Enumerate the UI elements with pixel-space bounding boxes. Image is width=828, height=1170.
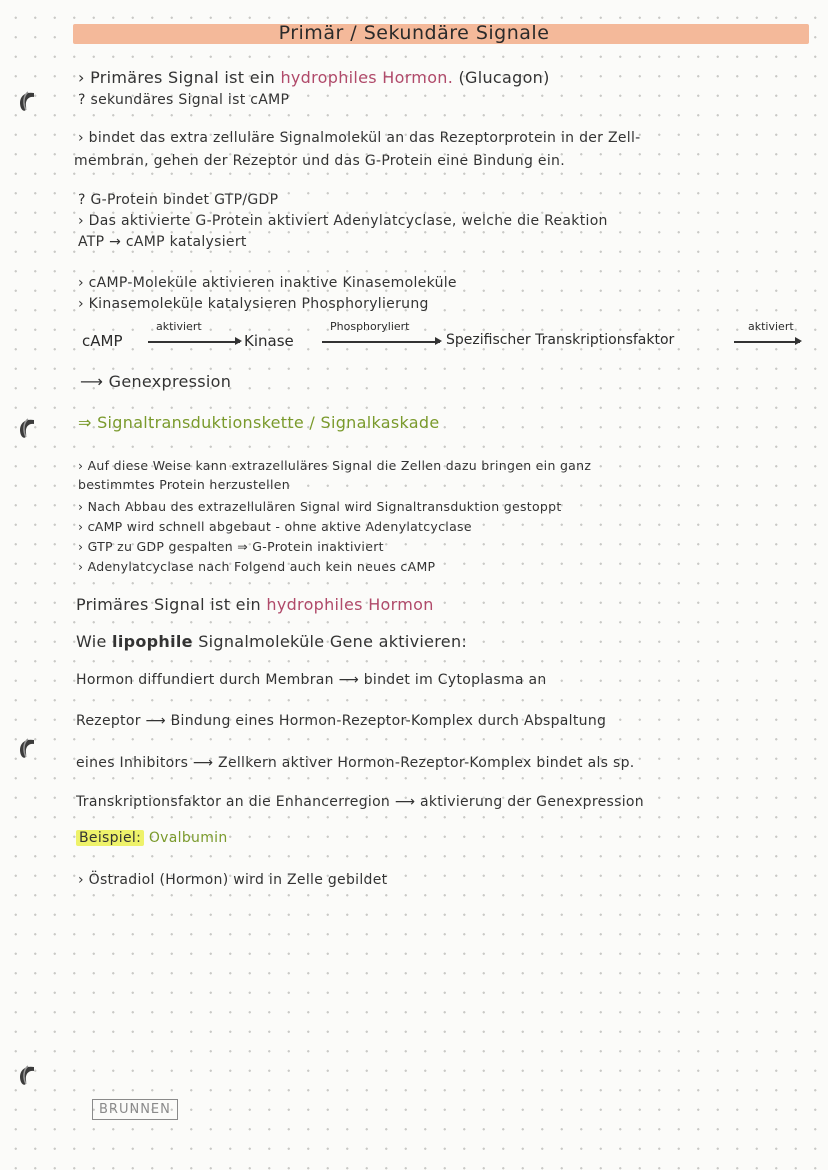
note-text: (Glucagon) (453, 68, 550, 87)
note-line (78, 68, 550, 87)
note-line: ⟶ Genexpression (80, 372, 232, 391)
binder-hole-icon (14, 88, 40, 114)
brand-logo: BRUNNEN (92, 1099, 178, 1120)
note-text: Primäres Signal ist ein (76, 595, 267, 614)
highlighted-term: hydrophiles Hormon. (280, 68, 454, 87)
binder-hole-icon (14, 415, 40, 441)
note-line (76, 632, 467, 651)
note-text: Wie (76, 632, 113, 651)
signal-flow-chain (78, 320, 808, 360)
note-line: › cAMP-Moleküle aktivieren inaktive Kinasemoleküle (78, 275, 457, 291)
note-line: membran, gehen der Rezeptor und das G-Protein eine Bindung ein. (74, 153, 565, 169)
note-line: eines Inhibitors ⟶ Zellkern aktiver Hormon-Rezeptor-Komplex bindet als sp. (76, 755, 635, 771)
note-line: › cAMP wird schnell abgebaut - ohne aktive Adenylatcyclase (78, 519, 472, 534)
note-line: › Auf diese Weise kann extrazelluläres Signal die Zellen dazu bringen ein ganz (78, 458, 592, 473)
note-line: Hormon diffundiert durch Membran ⟶ bindet im Cytoplasma an (76, 672, 547, 688)
note-text: › Primäres Signal ist ein (78, 68, 281, 87)
note-line: › Adenylatcyclase nach Folgend auch kein neues cAMP (78, 559, 436, 574)
flow-arrow-label: aktiviert (156, 320, 202, 333)
flow-node-transcription-factor: Spezifischer Transkriptionsfaktor (446, 332, 675, 348)
flow-node-camp: cAMP (82, 332, 123, 350)
note-line: › Östradiol (Hormon) wird in Zelle gebildet (78, 872, 388, 888)
example-term: Ovalbumin (144, 830, 228, 846)
flow-node-kinase: Kinase (244, 332, 294, 350)
note-line: › Nach Abbau des extrazellulären Signal wird Signaltransduktion gestoppt (78, 499, 562, 514)
note-line: › Kinasemoleküle katalysieren Phosphorylierung (78, 296, 429, 312)
flow-arrow-label: Phosphoryliert (330, 320, 410, 333)
note-text: Signalmoleküle Gene aktivieren: (192, 632, 468, 651)
note-line: Transkriptionsfaktor an die Enhancerregion ⟶ aktivierung der Genexpression (76, 794, 644, 810)
note-line (76, 595, 434, 614)
note-line: › GTP zu GDP gespalten ⇒ G-Protein inaktiviert (78, 539, 384, 554)
note-line: Rezeptor ⟶ Bindung eines Hormon-Rezeptor-Komplex durch Abspaltung (76, 713, 607, 729)
binder-hole-icon (14, 735, 40, 761)
note-line (76, 830, 228, 846)
arrow-right-icon (734, 341, 800, 343)
note-line: bestimmtes Protein herzustellen (78, 477, 290, 492)
highlighted-label: Beispiel: (76, 830, 144, 846)
binder-hole-icon (14, 1062, 40, 1088)
note-line: › Das aktivierte G-Protein aktiviert Adenylatcyclase, welche die Reaktion (78, 213, 608, 229)
flow-arrow-label: aktiviert (748, 320, 794, 333)
arrow-right-icon (148, 341, 240, 343)
note-line: ? sekundäres Signal ist cAMP (78, 92, 290, 108)
section-heading: ⇒ Signaltransduktionskette / Signalkaskade (78, 413, 440, 432)
emphasized-term: lipophile (112, 632, 193, 651)
page-title: Primär / Sekundäre Signale (278, 22, 550, 44)
highlighted-term: hydrophiles Hormon (266, 595, 434, 614)
arrow-right-icon (322, 341, 440, 343)
note-line: › bindet das extra zelluläre Signalmolekül an das Rezeptorprotein in der Zell- (78, 130, 641, 146)
note-line: ATP → cAMP katalysiert (78, 234, 247, 250)
note-line: ? G-Protein bindet GTP/GDP (78, 192, 279, 208)
